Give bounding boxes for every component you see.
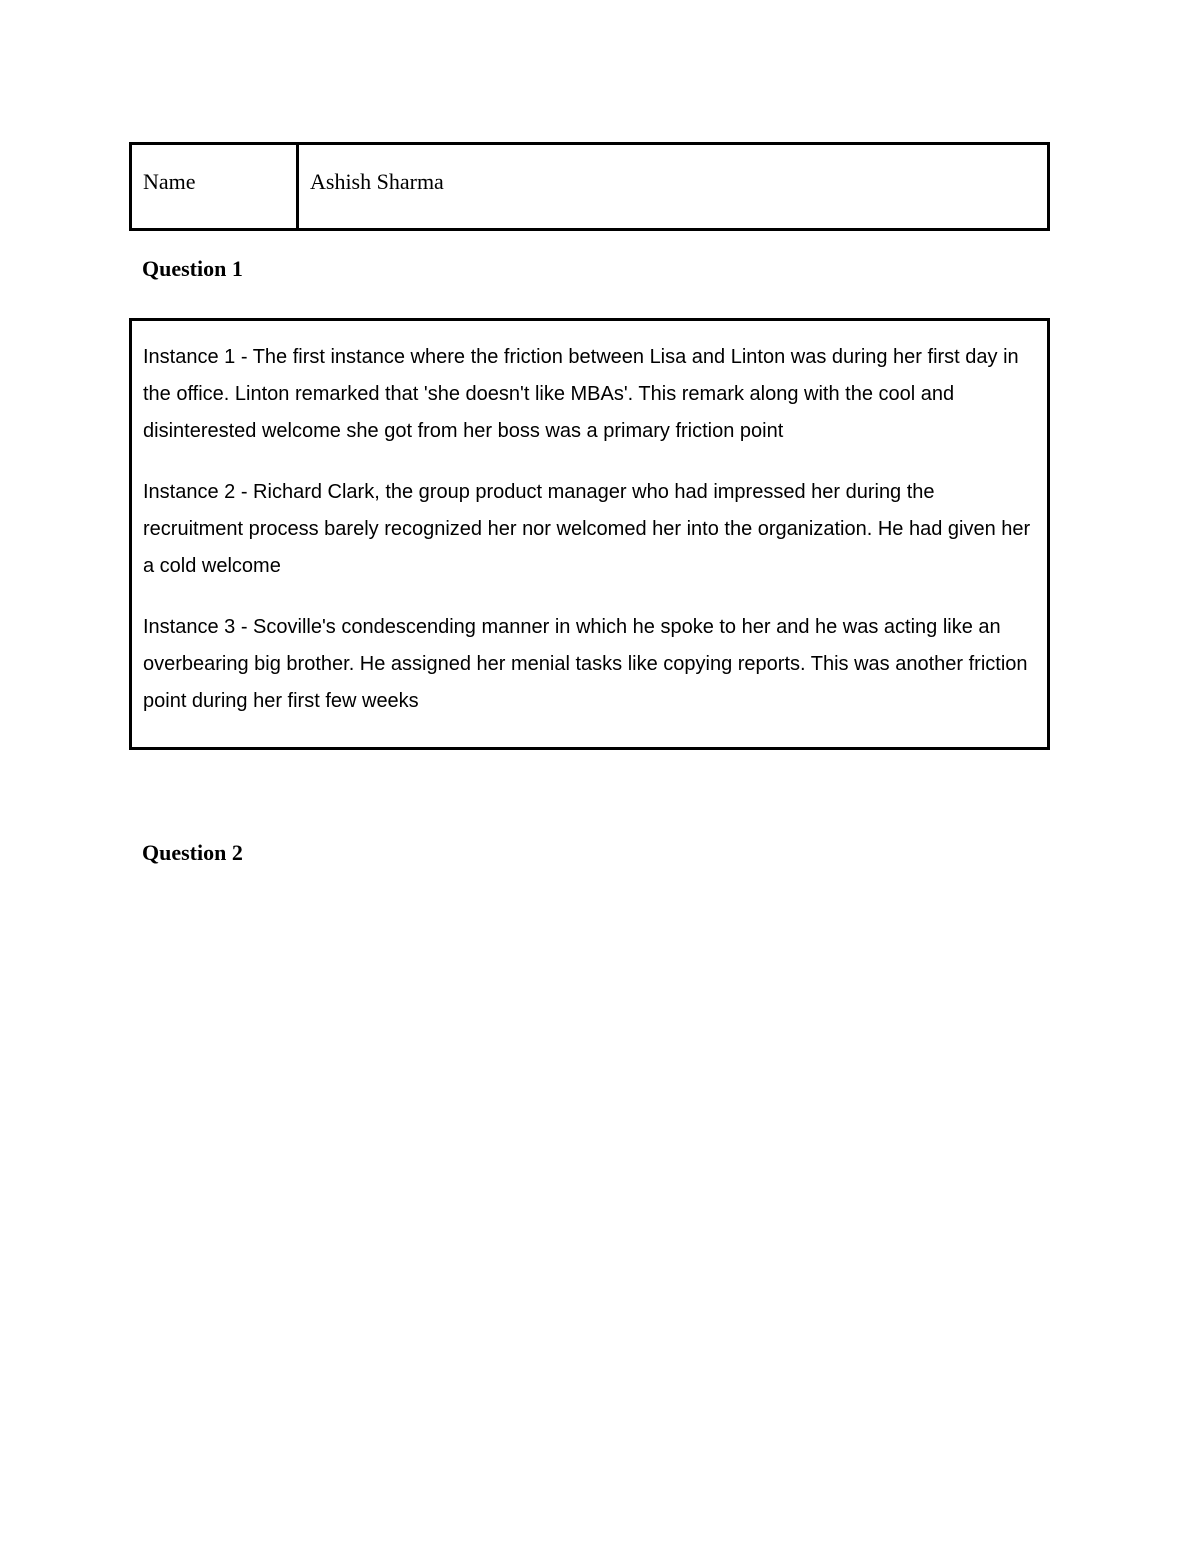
question-1-answer-box (129, 318, 1050, 750)
instance-3-text: Instance 3 - Scoville's condescending manner in which he spoke to her and he was acting like an overbearing big brother. He assigned her menial tasks like copying reports. This was another friction point during her first few weeks (143, 616, 1028, 712)
question-2-heading: Question 2 (142, 840, 243, 865)
question-1-heading: Question 1 (142, 256, 243, 281)
instance-1-text: Instance 1 - The first instance where the friction between Lisa and Linton was during her first day in the office. Linton remarked that 'she doesn't like MBAs'. This remark along with the cool and disinterested welcome she got from her boss was a primary friction point (143, 346, 1019, 442)
name-value: Ashish Sharma (310, 169, 444, 194)
instance-2-text: Instance 2 - Richard Clark, the group product manager who had impressed her during the recruitment process barely recognized her nor welcomed her into the organization. He had given her a cold welcome (143, 481, 1031, 577)
name-table (129, 142, 1050, 231)
name-label: Name (132, 145, 299, 228)
